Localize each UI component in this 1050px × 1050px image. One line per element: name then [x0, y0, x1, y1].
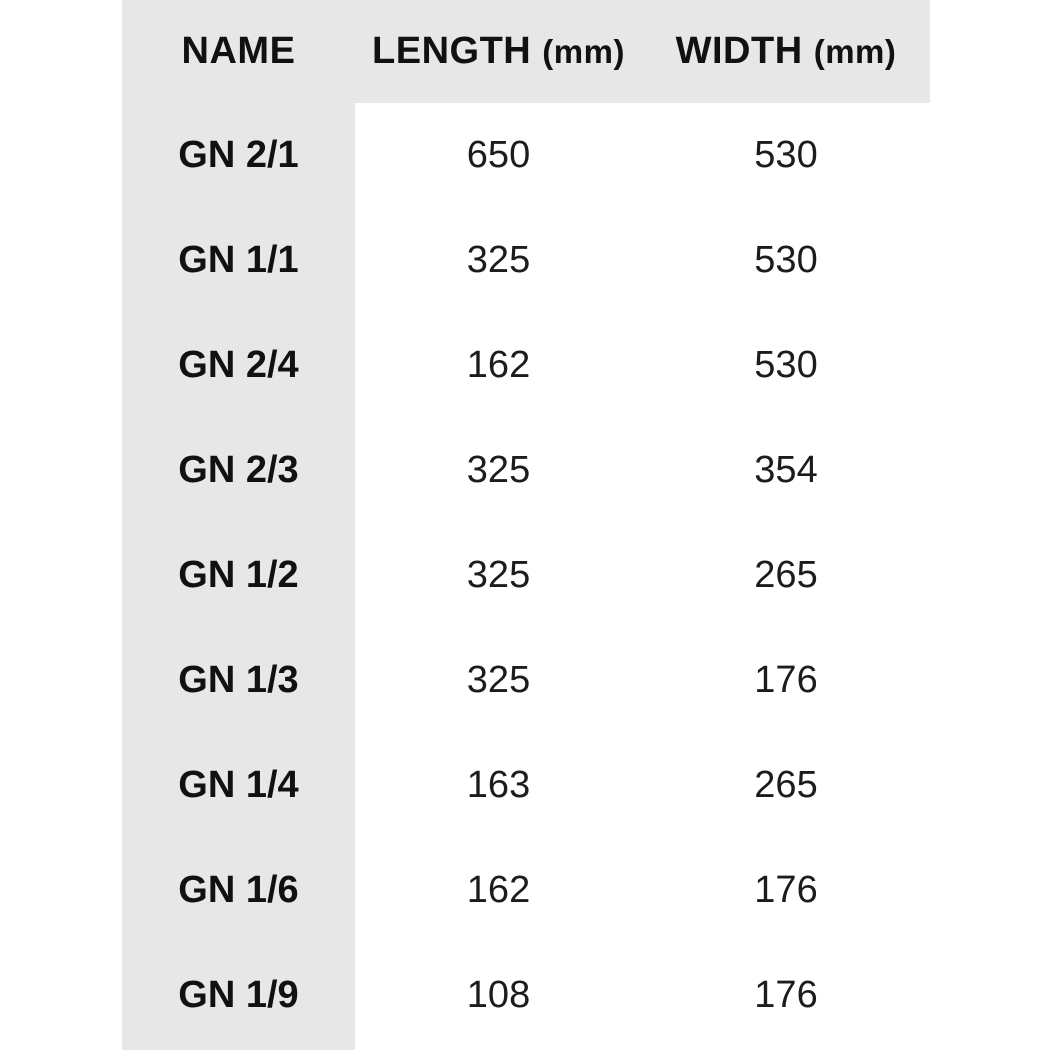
cell-width: 176 — [754, 974, 818, 1016]
column-header-width-unit: (mm) — [813, 33, 897, 70]
table-row — [122, 523, 930, 628]
cell-name: GN 1/6 — [178, 869, 299, 911]
header-row — [122, 0, 930, 103]
dimensions-table — [122, 0, 930, 1048]
cell-width: 530 — [754, 239, 818, 281]
table-row — [122, 838, 930, 943]
cell-width: 354 — [754, 449, 818, 491]
cell-length: 325 — [466, 659, 531, 701]
cell-width: 176 — [754, 659, 818, 701]
cell-length: 325 — [466, 239, 531, 281]
cell-length: 650 — [466, 134, 531, 176]
cell-name: GN 2/3 — [178, 449, 299, 491]
cell-length: 108 — [466, 974, 531, 1016]
table-row — [122, 628, 930, 733]
cell-length: 162 — [466, 344, 531, 386]
cell-name: GN 1/4 — [178, 764, 299, 806]
cell-name: GN 1/3 — [178, 659, 299, 701]
table-header — [122, 0, 930, 103]
cell-width: 176 — [754, 869, 818, 911]
column-header-width — [642, 0, 930, 103]
cell-length: 325 — [466, 449, 531, 491]
column-header-width-label: WIDTH — [675, 30, 803, 72]
cell-length: 325 — [466, 554, 531, 596]
column-header-length-label: LENGTH — [372, 30, 532, 72]
cell-width: 530 — [754, 134, 818, 176]
table-row — [122, 943, 930, 1048]
table-row — [122, 313, 930, 418]
cell-width: 530 — [754, 344, 818, 386]
cell-name: GN 2/4 — [178, 344, 299, 386]
column-header-length-unit: (mm) — [542, 33, 625, 70]
cell-name: GN 2/1 — [178, 134, 299, 176]
column-header-length — [355, 0, 642, 103]
table-row — [122, 208, 930, 313]
cell-name: GN 1/2 — [178, 554, 299, 596]
table-row — [122, 103, 930, 208]
cell-length: 162 — [466, 869, 531, 911]
cell-length: 163 — [466, 764, 531, 806]
cell-width: 265 — [754, 764, 818, 806]
column-header-name — [122, 0, 355, 103]
table-body — [122, 103, 930, 1048]
cell-width: 265 — [754, 554, 818, 596]
cell-name: GN 1/1 — [178, 239, 299, 281]
table-row — [122, 733, 930, 838]
column-header-name-label: NAME — [181, 30, 296, 72]
cell-name: GN 1/9 — [178, 974, 299, 1016]
table-row — [122, 418, 930, 523]
